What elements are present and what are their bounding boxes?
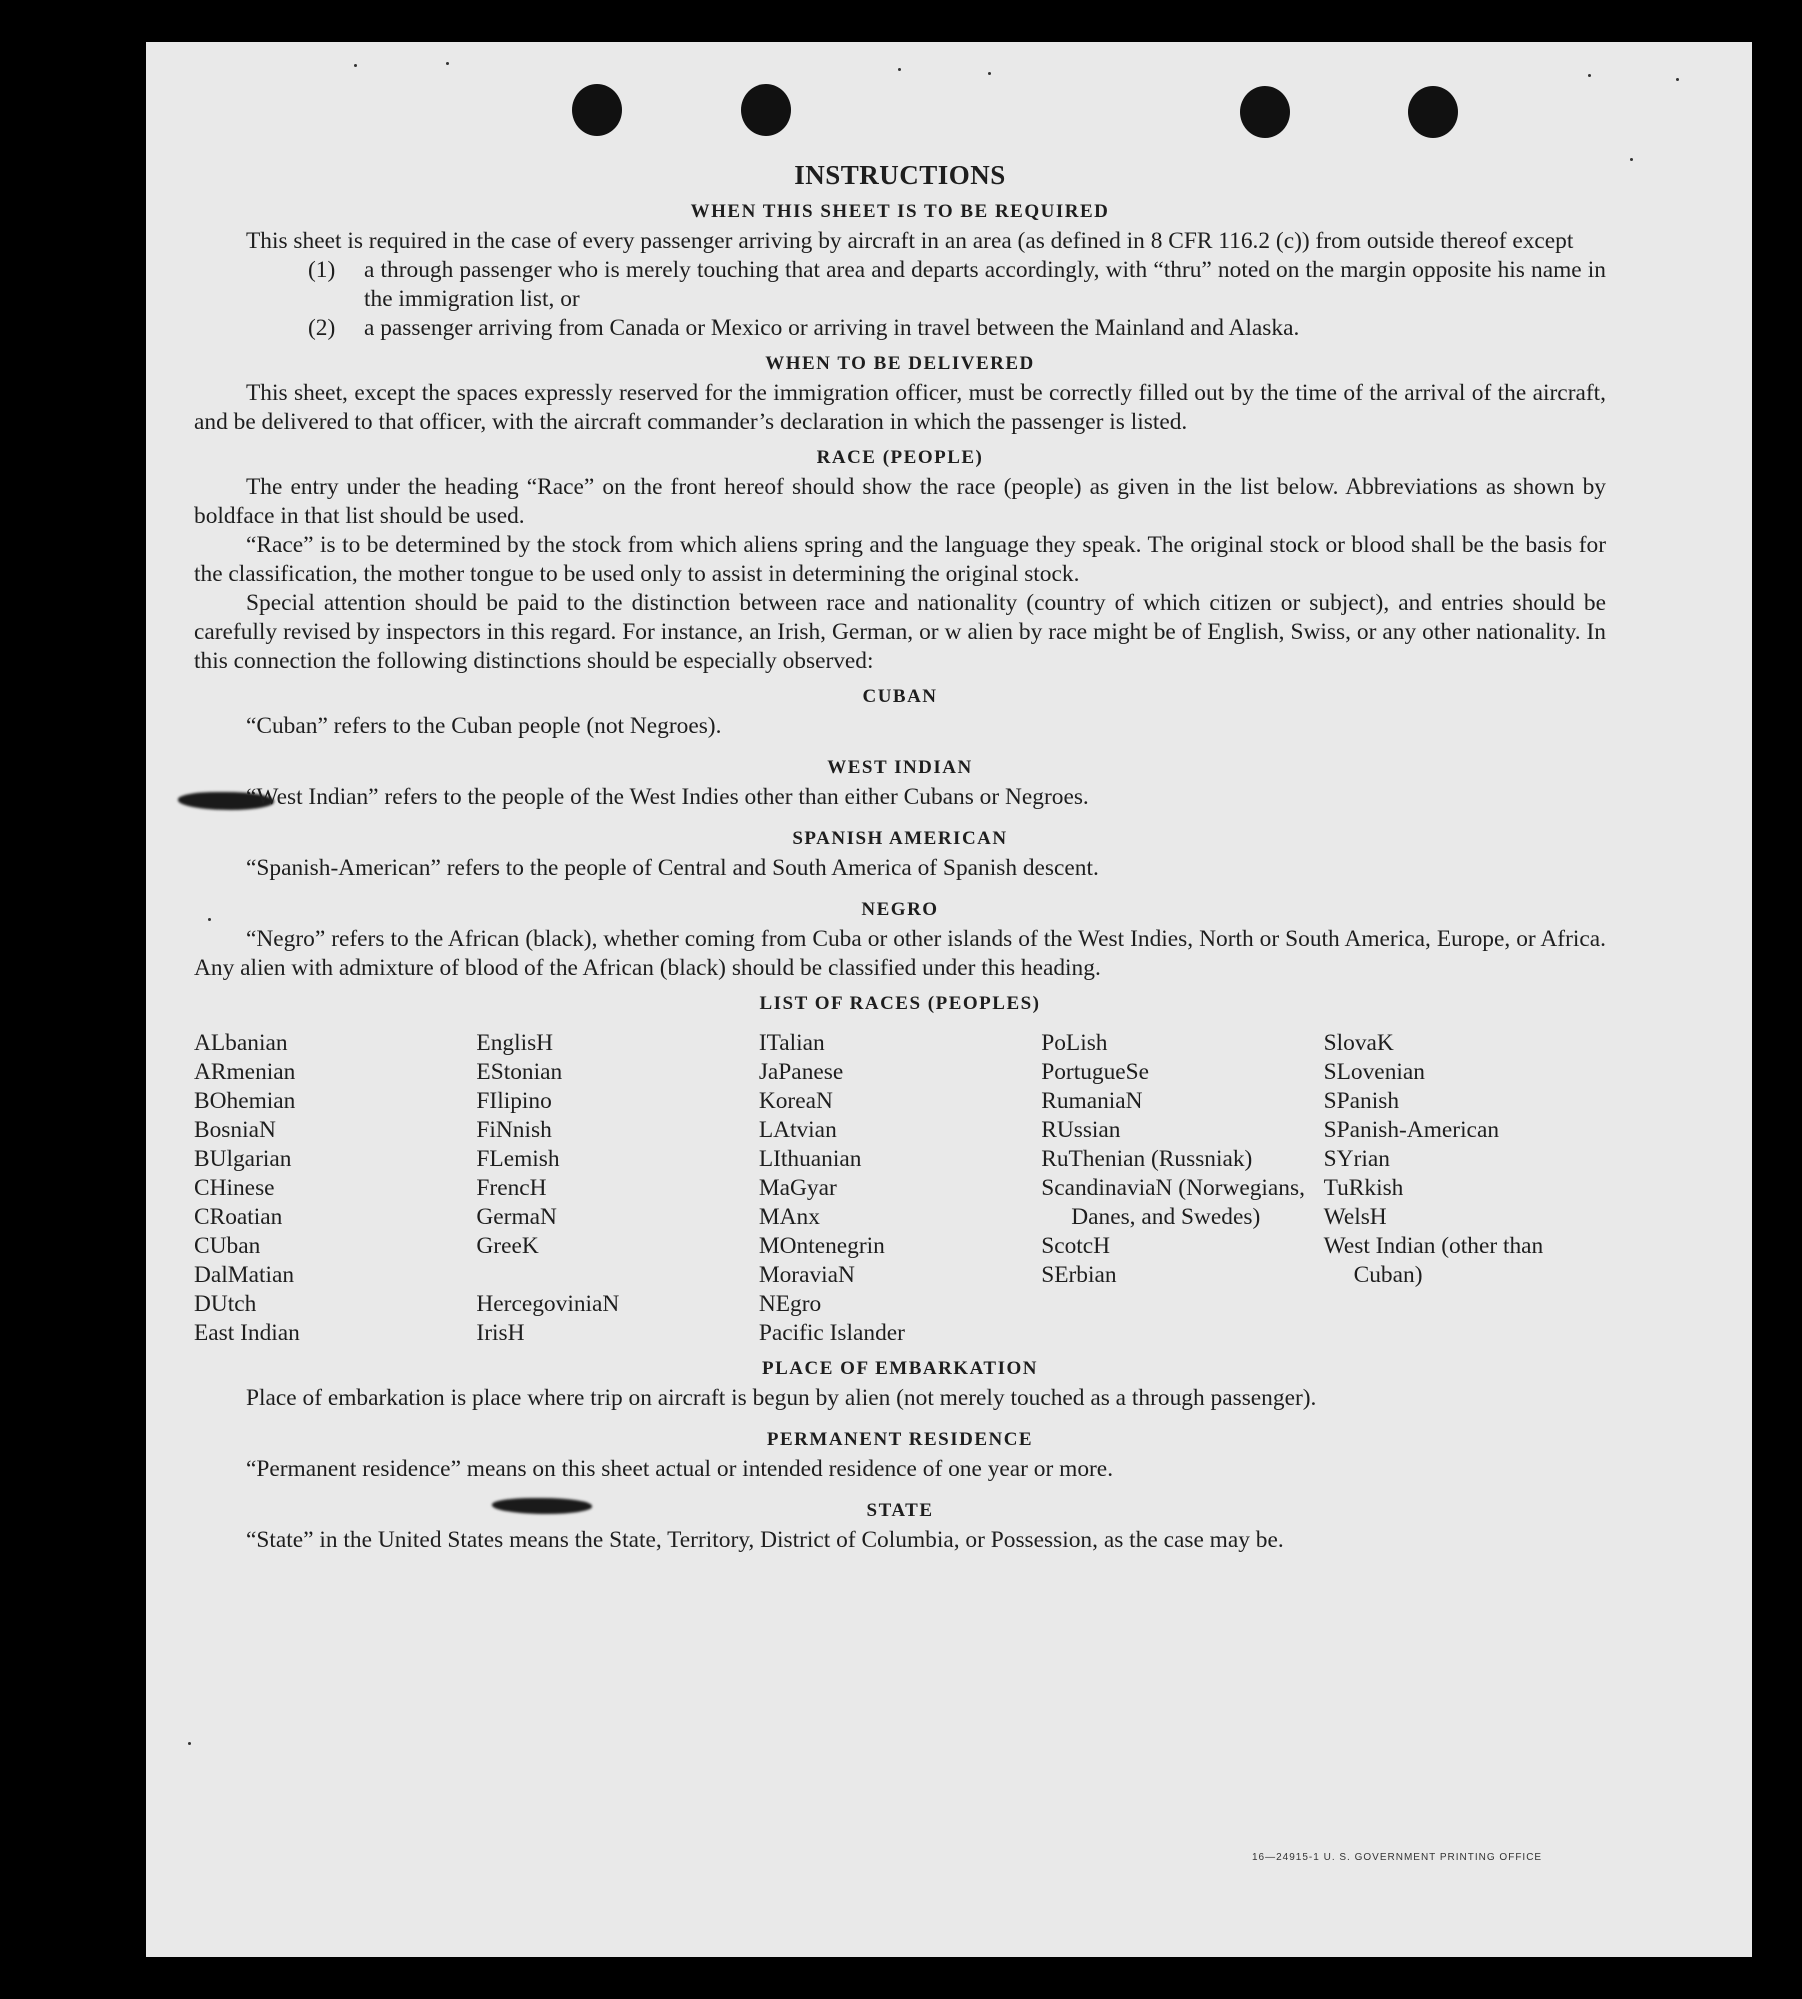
cuban-text: “Cuban” refers to the Cuban people (not Negroes). (246, 713, 722, 739)
race-entry: LIthuanian (758, 1146, 862, 1172)
section-heading-negro: NEGRO (861, 899, 939, 920)
speck (988, 72, 991, 75)
exception-list (308, 256, 1606, 343)
race-entry: FiNnish (476, 1117, 552, 1143)
instructions-content (194, 160, 1606, 1555)
race-entry: PortugueSe (1041, 1059, 1150, 1085)
race-entry: MAnx (758, 1204, 820, 1230)
race-entry: EnglisH (476, 1030, 554, 1056)
race-entry: West Indian (other than Cuban) (1323, 1233, 1544, 1288)
race-entry: LAtvian (758, 1117, 837, 1143)
section-heading-race: RACE (PEOPLE) (816, 447, 984, 468)
race-paragraph-1: The entry under the heading “Race” on the front hereof should show the race (people) as given in the list below. Abbreviations as shown by boldface in that list should be used. (194, 474, 1606, 529)
race-entry: PoLish (1041, 1030, 1108, 1056)
race-entry: MaGyar (758, 1175, 837, 1201)
races-column (1041, 1029, 1323, 1348)
race-entry: FIlipino (476, 1088, 552, 1114)
printing-office-footer: 16—24915-1 U. S. GOVERNMENT PRINTING OFFICE (1252, 1852, 1543, 1863)
list-item-text: a passenger arriving from Canada or Mexico or arriving in travel between the Mainland and Alaska. (364, 315, 1300, 341)
speck (1676, 78, 1679, 81)
race-entry: SYrian (1323, 1146, 1390, 1172)
list-item (308, 314, 1606, 343)
races-column (759, 1029, 1041, 1348)
delivered-text: This sheet, except the spaces expressly reserved for the immigration officer, must be correctly filled out by the time of the arrival of the aircraft, and be delivered to that officer, with the aircraft commander’s declaration in which the passenger is listed. (194, 380, 1606, 435)
residence-text: “Permanent residence” means on this sheet actual or intended residence of one year or more. (246, 1456, 1114, 1482)
section-heading-cuban: CUBAN (862, 686, 938, 707)
race-entry: RUssian (1041, 1117, 1121, 1143)
races-column (194, 1029, 476, 1348)
list-item (308, 256, 1606, 314)
races-column (1324, 1029, 1606, 1348)
race-entry: WelsH (1323, 1204, 1387, 1230)
race-entry: BosniaN (194, 1117, 276, 1143)
punch-hole (741, 84, 791, 136)
section-heading-spanish-american: SPANISH AMERICAN (792, 828, 1008, 849)
race-entry: BOhemian (194, 1088, 296, 1114)
race-entry: EStonian (476, 1059, 563, 1085)
spanish-american-text: “Spanish-American” refers to the people of Central and South America of Spanish descent. (246, 855, 1099, 881)
required-text: This sheet is required in the case of every passenger arriving by aircraft in an area (as defined in 8 CFR 116.2 (c)) from outside thereof except (246, 228, 1574, 254)
embarkation-text: Place of embarkation is place where trip on aircraft is begun by alien (not merely touched as a through passenger). (246, 1385, 1317, 1411)
state-text: “State” in the United States means the State, Territory, District of Columbia, or Possession, as the case may be. (246, 1527, 1284, 1553)
race-entry: FLemish (476, 1146, 560, 1172)
race-entry: RumaniaN (1041, 1088, 1143, 1114)
race-entry: ALbanian (194, 1030, 288, 1056)
section-heading-west-indian: WEST INDIAN (827, 757, 973, 778)
race-entry: MOntenegrin (758, 1233, 885, 1259)
race-entry: ITalian (758, 1030, 825, 1056)
race-entry: DUtch (194, 1291, 257, 1317)
races-column (476, 1029, 758, 1348)
speck (1588, 74, 1591, 77)
race-entry: SLovenian (1323, 1059, 1425, 1085)
race-entry: GreeK (476, 1233, 539, 1259)
race-paragraph-3: Special attention should be paid to the distinction between race and nationality (country of which citizen or subject), and entries should be carefully revised by inspectors in this regard. For instance, an Irish, German, or w alien by race might be of English, Swiss, or any other nationality. In this connection the following distinctions should be especially observed: (194, 590, 1606, 674)
section-heading-state: STATE (866, 1500, 934, 1521)
speck (354, 64, 357, 67)
race-entry: BUlgarian (194, 1146, 292, 1172)
speck (898, 68, 901, 71)
race-entry: MoraviaN (758, 1262, 855, 1288)
race-entry: ScandinaviaN (Norwegians, Danes, and Swedes) (1041, 1175, 1305, 1230)
document-page (146, 42, 1752, 1957)
west-indian-text: “West Indian” refers to the people of the West Indies other than either Cubans or Negroes. (246, 784, 1089, 810)
punch-hole (1240, 86, 1290, 138)
race-entry: CRoatian (194, 1204, 283, 1230)
race-entry: HercegoviniaN (476, 1291, 620, 1317)
section-heading-delivered: WHEN TO BE DELIVERED (765, 353, 1035, 374)
race-entry: ScotcH (1041, 1233, 1111, 1259)
race-entry: RuThenian (Russniak) (1041, 1146, 1253, 1172)
race-entry: SPanish (1323, 1088, 1400, 1114)
section-heading-residence: PERMANENT RESIDENCE (766, 1429, 1034, 1450)
race-entry: DalMatian (194, 1262, 295, 1288)
race-entry-redacted (476, 1261, 758, 1290)
race-entry: IrisH (476, 1320, 525, 1346)
speck (1630, 158, 1633, 161)
race-entry: CUban (194, 1233, 261, 1259)
section-heading-required: WHEN THIS SHEET IS TO BE REQUIRED (690, 201, 1110, 222)
list-item-number: (1) (308, 257, 336, 283)
punch-hole (1408, 86, 1458, 138)
race-entry: SErbian (1041, 1262, 1117, 1288)
section-heading-embarkation: PLACE OF EMBARKATION (762, 1358, 1038, 1379)
list-item-number: (2) (308, 315, 336, 341)
race-entry: FrencH (476, 1175, 547, 1201)
punch-hole (572, 84, 622, 136)
section-heading-races-list: LIST OF RACES (PEOPLES) (759, 993, 1041, 1014)
race-paragraph-2: “Race” is to be determined by the stock from which aliens spring and the language they speak. The original stock or blood shall be the basis for the classification, the mother tongue to be used only to assist in determining the original stock. (194, 532, 1606, 587)
page-title: INSTRUCTIONS (794, 160, 1006, 190)
races-list (194, 1029, 1606, 1348)
list-item-text: a through passenger who is merely touching that area and departs accordingly, with “thru” noted on the margin opposite his name in the immigration list, or (364, 257, 1606, 312)
race-entry: NEgro (758, 1291, 822, 1317)
race-entry: East Indian (194, 1320, 300, 1346)
race-entry: TuRkish (1323, 1175, 1404, 1201)
race-entry: Pacific Islander (758, 1320, 905, 1346)
race-entry: KoreaN (758, 1088, 833, 1114)
speck (188, 1742, 191, 1745)
race-entry: ARmenian (194, 1059, 296, 1085)
speck (446, 62, 449, 65)
race-entry: GermaN (476, 1204, 557, 1230)
race-entry: SlovaK (1323, 1030, 1394, 1056)
negro-text: “Negro” refers to the African (black), whether coming from Cuba or other islands of the West Indies, North or South America, Europe, or Africa. Any alien with admixture of blood of the African (black) should be classified under this heading. (194, 926, 1606, 981)
race-entry: JaPanese (758, 1059, 844, 1085)
race-entry: SPanish-American (1323, 1117, 1500, 1143)
race-entry: CHinese (194, 1175, 275, 1201)
